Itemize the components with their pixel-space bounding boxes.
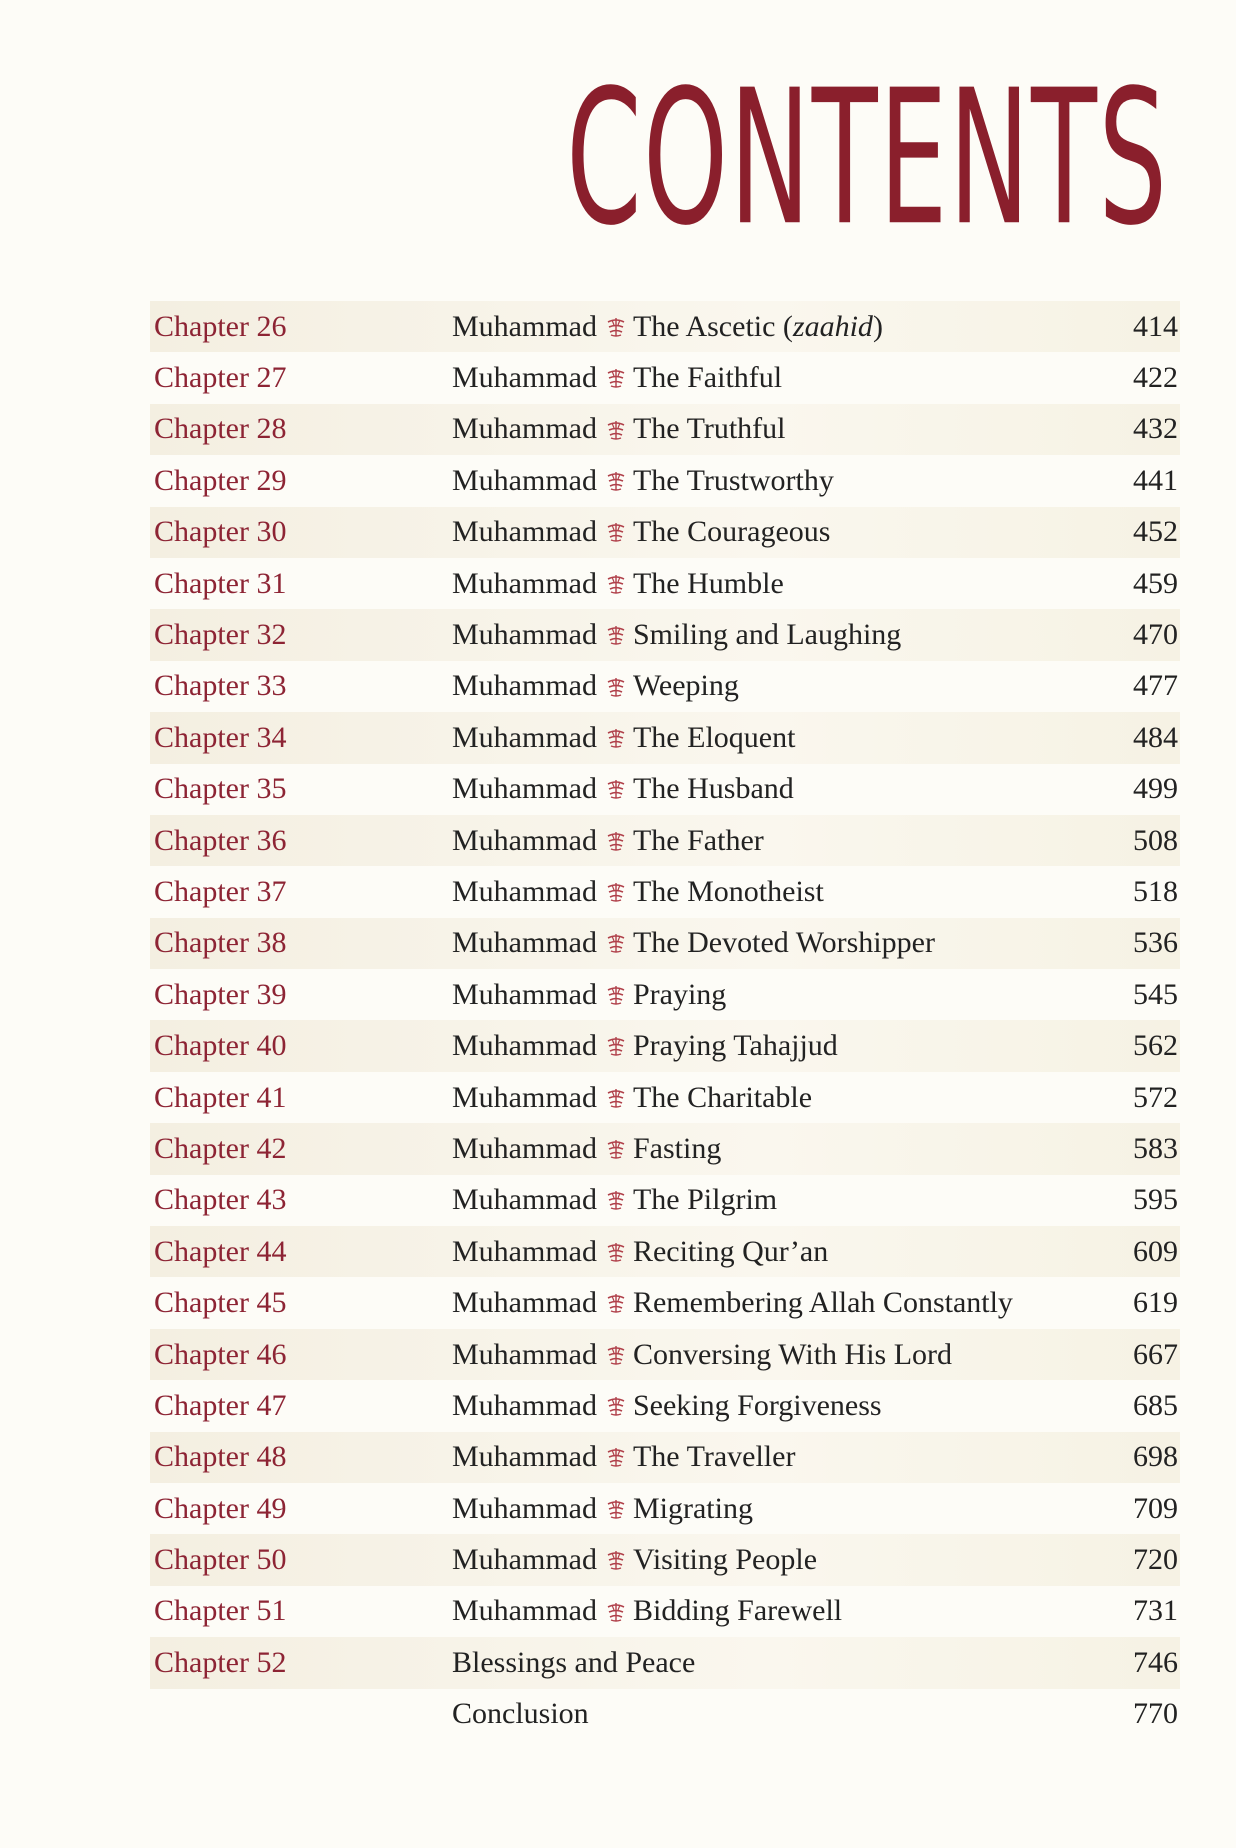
chapter-label: Chapter 45	[154, 1286, 287, 1320]
salawat-seal-icon	[605, 778, 627, 800]
toc-entry[interactable]	[150, 1534, 1180, 1585]
title-text: Remembering Allah Constantly	[632, 1286, 1013, 1320]
chapter-title	[452, 1646, 695, 1680]
salawat-seal-icon	[605, 932, 627, 954]
toc-entry[interactable]	[150, 507, 1180, 558]
chapter-label: Chapter 30	[154, 515, 287, 549]
chapter-label: Chapter 46	[154, 1337, 287, 1371]
title-text: Seeking Forgiveness	[632, 1388, 882, 1422]
chapter-label: Chapter 44	[154, 1234, 287, 1268]
chapter-label: Chapter 40	[154, 1029, 287, 1063]
toc-entry[interactable]	[150, 1586, 1180, 1637]
title-text: Smiling and Laughing	[632, 618, 902, 652]
page-number: 536	[1133, 926, 1178, 960]
page-number: 698	[1133, 1440, 1178, 1474]
page-number: 484	[1133, 720, 1178, 754]
salawat-seal-icon	[605, 881, 627, 903]
title-prefix: Muhammad	[452, 874, 597, 908]
page-number: 562	[1133, 1029, 1178, 1063]
toc-entry[interactable]	[150, 1277, 1180, 1328]
page-number: 470	[1133, 618, 1178, 652]
page-number: 685	[1133, 1388, 1178, 1422]
chapter-title	[452, 1543, 817, 1577]
title-prefix: Muhammad	[452, 1388, 597, 1422]
chapter-title	[452, 1389, 882, 1423]
toc-entry[interactable]	[150, 1432, 1180, 1483]
salawat-seal-icon	[605, 1344, 627, 1366]
page-number: 572	[1133, 1080, 1178, 1114]
title-text: The Pilgrim	[632, 1183, 778, 1217]
chapter-label: Chapter 50	[154, 1543, 287, 1577]
toc-entry[interactable]	[150, 352, 1180, 403]
chapter-label: Chapter 42	[154, 1131, 287, 1165]
title-text: The Devoted Worshipper	[632, 926, 935, 960]
salawat-seal-icon	[605, 1292, 627, 1314]
title-prefix: Muhammad	[452, 1337, 597, 1371]
salawat-seal-icon	[605, 1446, 627, 1468]
chapter-label: Chapter 28	[154, 412, 287, 446]
title-prefix: Muhammad	[452, 1594, 597, 1628]
toc-entry[interactable]	[150, 918, 1180, 969]
title-text: The Truthful	[632, 412, 786, 446]
page-number: 709	[1133, 1491, 1178, 1525]
title-text: Bidding Farewell	[632, 1594, 843, 1628]
chapter-label: Chapter 29	[154, 463, 287, 497]
chapter-label: Chapter 49	[154, 1491, 287, 1525]
chapter-title	[452, 1081, 812, 1115]
chapter-title	[452, 1440, 795, 1474]
title-text: The Father	[632, 823, 764, 857]
chapter-label: Chapter 38	[154, 926, 287, 960]
title-prefix: Muhammad	[452, 361, 597, 395]
chapter-label: Chapter 51	[154, 1594, 287, 1628]
salawat-seal-icon	[605, 676, 627, 698]
title-prefix: Muhammad	[452, 515, 597, 549]
toc-entry[interactable]	[150, 1380, 1180, 1431]
chapter-label: Chapter 48	[154, 1440, 287, 1474]
chapter-title	[452, 515, 830, 549]
toc-entry[interactable]	[150, 558, 1180, 609]
table-of-contents	[150, 301, 1180, 1740]
salawat-seal-icon	[605, 470, 627, 492]
title-prefix: Muhammad	[452, 463, 597, 497]
salawat-seal-icon	[605, 521, 627, 543]
page-number: 731	[1133, 1594, 1178, 1628]
page-number: 414	[1133, 309, 1178, 343]
chapter-label: Chapter 37	[154, 874, 287, 908]
chapter-label: Chapter 41	[154, 1080, 287, 1114]
title-text: The Ascetic (zaahid)	[632, 309, 883, 343]
chapter-title	[452, 875, 824, 909]
chapter-title	[452, 926, 935, 960]
salawat-seal-icon	[605, 1189, 627, 1211]
chapter-title	[452, 310, 883, 344]
page-number: 452	[1133, 515, 1178, 549]
title-text: The Humble	[632, 566, 784, 600]
salawat-seal-icon	[605, 1138, 627, 1160]
page-number: 518	[1133, 874, 1178, 908]
chapter-title	[452, 464, 834, 498]
chapter-title	[452, 412, 786, 446]
salawat-seal-icon	[605, 573, 627, 595]
salawat-seal-icon	[605, 624, 627, 646]
chapter-title	[452, 618, 901, 652]
chapter-title	[452, 1697, 589, 1731]
chapter-title	[452, 1029, 838, 1063]
chapter-label: Chapter 35	[154, 772, 287, 806]
chapter-title	[452, 1235, 828, 1269]
page-number: 508	[1133, 823, 1178, 857]
chapter-title	[452, 1132, 721, 1166]
toc-entry[interactable]	[150, 815, 1180, 866]
chapter-title	[452, 1183, 777, 1217]
title-text: The Trustworthy	[632, 463, 834, 497]
salawat-seal-icon	[605, 1395, 627, 1417]
title-text: Praying	[632, 977, 727, 1011]
chapter-title	[452, 1338, 952, 1372]
page-number: 609	[1133, 1234, 1178, 1268]
title-prefix: Muhammad	[452, 926, 597, 960]
chapter-title	[452, 361, 782, 395]
title-prefix: Muhammad	[452, 309, 597, 343]
title-text: Conversing With His Lord	[632, 1337, 953, 1371]
page-number: 746	[1133, 1645, 1178, 1679]
title-text: The Monotheist	[632, 874, 824, 908]
salawat-seal-icon	[605, 1498, 627, 1520]
salawat-seal-icon	[605, 1549, 627, 1571]
toc-entry[interactable]	[150, 1689, 1180, 1740]
toc-entry[interactable]	[150, 455, 1180, 506]
salawat-seal-icon	[605, 984, 627, 1006]
salawat-seal-icon	[605, 1035, 627, 1057]
page-number: 422	[1133, 361, 1178, 395]
toc-entry[interactable]	[150, 1637, 1180, 1688]
salawat-seal-icon	[605, 367, 627, 389]
title-prefix: Muhammad	[452, 1131, 597, 1165]
chapter-label: Chapter 36	[154, 823, 287, 857]
title-prefix: Muhammad	[452, 1286, 597, 1320]
page-number: 770	[1133, 1697, 1178, 1731]
title-prefix: Muhammad	[452, 772, 597, 806]
toc-entry[interactable]	[150, 1123, 1180, 1174]
page-number: 459	[1133, 566, 1178, 600]
toc-entry[interactable]	[150, 1226, 1180, 1277]
title-prefix: Muhammad	[452, 669, 597, 703]
chapter-title	[452, 824, 764, 858]
title-prefix: Muhammad	[452, 1440, 597, 1474]
title-prefix: Muhammad	[452, 1491, 597, 1525]
chapter-title	[452, 1286, 1013, 1320]
salawat-seal-icon	[605, 316, 627, 338]
title-text: The Eloquent	[632, 720, 796, 754]
toc-entry[interactable]	[150, 301, 1180, 352]
chapter-title	[452, 721, 795, 755]
toc-entry[interactable]	[150, 712, 1180, 763]
chapter-label: Chapter 32	[154, 618, 287, 652]
page-number: 583	[1133, 1131, 1178, 1165]
title-prefix: Muhammad	[452, 566, 597, 600]
title-prefix: Muhammad	[452, 1080, 597, 1114]
toc-entry[interactable]	[150, 661, 1180, 712]
title-prefix: Muhammad	[452, 720, 597, 754]
chapter-title	[452, 978, 726, 1012]
title-prefix: Muhammad	[452, 1543, 597, 1577]
chapter-title	[452, 567, 784, 601]
toc-entry[interactable]	[150, 1175, 1180, 1226]
toc-entry[interactable]	[150, 1329, 1180, 1380]
toc-entry[interactable]	[150, 1483, 1180, 1534]
toc-entry[interactable]	[150, 1072, 1180, 1123]
salawat-seal-icon	[605, 1601, 627, 1623]
title-text: Conclusion	[452, 1697, 589, 1731]
chapter-label: Chapter 43	[154, 1183, 287, 1217]
title-prefix: Muhammad	[452, 977, 597, 1011]
title-text: Fasting	[632, 1131, 722, 1165]
page-number: 477	[1133, 669, 1178, 703]
chapter-label: Chapter 31	[154, 566, 287, 600]
page-number: 441	[1133, 463, 1178, 497]
page-number: 499	[1133, 772, 1178, 806]
toc-entry[interactable]	[150, 404, 1180, 455]
title-text: The Traveller	[632, 1440, 796, 1474]
chapter-label: Chapter 27	[154, 361, 287, 395]
chapter-label: Chapter 52	[154, 1645, 287, 1679]
title-prefix: Muhammad	[452, 1029, 597, 1063]
chapter-label: Chapter 34	[154, 720, 287, 754]
title-text: The Faithful	[632, 361, 783, 395]
chapter-label: Chapter 26	[154, 309, 287, 343]
title-prefix: Muhammad	[452, 823, 597, 857]
chapter-label: Chapter 47	[154, 1388, 287, 1422]
toc-entry[interactable]	[150, 866, 1180, 917]
page-number: 432	[1133, 412, 1178, 446]
page-number: 595	[1133, 1183, 1178, 1217]
title-prefix: Muhammad	[452, 1234, 597, 1268]
title-prefix: Muhammad	[452, 1183, 597, 1217]
toc-entry[interactable]	[150, 1020, 1180, 1071]
salawat-seal-icon	[605, 830, 627, 852]
chapter-title	[452, 669, 739, 703]
salawat-seal-icon	[605, 1241, 627, 1263]
title-prefix: Muhammad	[452, 618, 597, 652]
chapter-title	[452, 1492, 753, 1526]
toc-entry[interactable]	[150, 764, 1180, 815]
salawat-seal-icon	[605, 1087, 627, 1109]
title-text: Blessings and Peace	[452, 1645, 696, 1679]
page-number: 619	[1133, 1286, 1178, 1320]
salawat-seal-icon	[605, 727, 627, 749]
title-prefix: Muhammad	[452, 412, 597, 446]
page-title: CONTENTS	[565, 51, 1168, 267]
title-text: The Charitable	[632, 1080, 813, 1114]
title-text: Weeping	[632, 669, 739, 703]
page-number: 667	[1133, 1337, 1178, 1371]
title-text: The Courageous	[632, 515, 831, 549]
title-text: The Husband	[632, 772, 794, 806]
page-number: 720	[1133, 1543, 1178, 1577]
salawat-seal-icon	[605, 419, 627, 441]
page-number: 545	[1133, 977, 1178, 1011]
chapter-title	[452, 772, 794, 806]
title-text: Praying Tahajjud	[632, 1029, 838, 1063]
title-text: Migrating	[632, 1491, 753, 1525]
chapter-label: Chapter 39	[154, 977, 287, 1011]
title-text: Visiting People	[632, 1543, 818, 1577]
chapter-label: Chapter 33	[154, 669, 287, 703]
toc-entry[interactable]	[150, 609, 1180, 660]
title-text: Reciting Qur’an	[632, 1234, 829, 1268]
toc-entry[interactable]	[150, 969, 1180, 1020]
chapter-title	[452, 1594, 842, 1628]
